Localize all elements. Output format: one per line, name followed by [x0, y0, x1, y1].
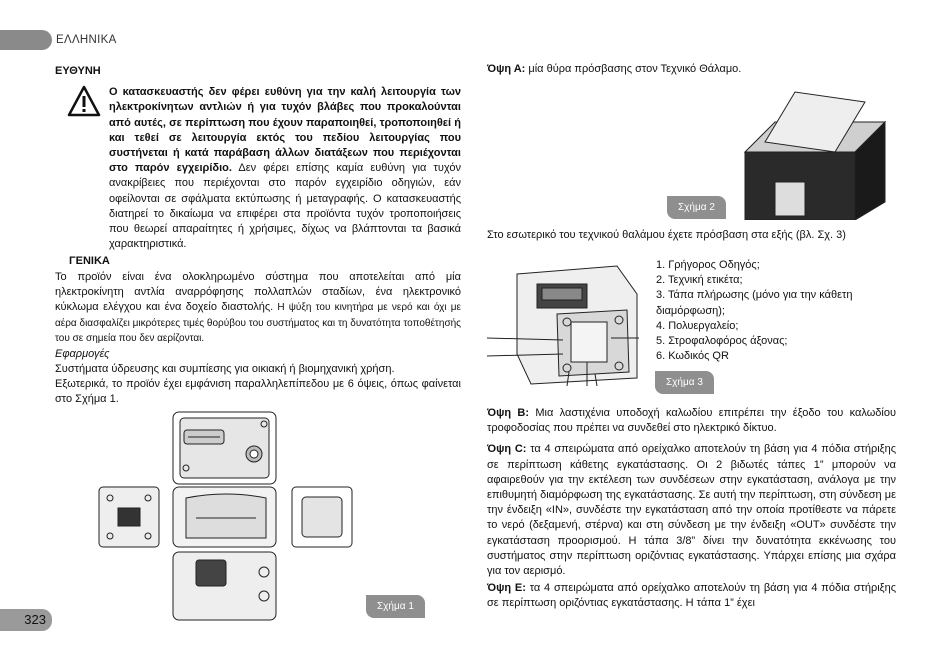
figure-3-drawing	[487, 254, 645, 386]
figure-1-label: Σχήμα 1	[366, 595, 425, 618]
view-e-label: Όψη E:	[487, 582, 526, 595]
list-item: 6. Κωδικός QR	[656, 350, 729, 363]
figure-1-drawing	[96, 408, 426, 624]
figure-2-label: Σχήμα 2	[667, 196, 726, 219]
view-e-paragraph	[487, 581, 896, 611]
warning-icon	[67, 85, 101, 117]
applications-text: Συστήματα ύδρευσης και συμπίεσης για οικιακή ή βιομηχανική χρήση.	[55, 363, 395, 376]
list-item: 1. Γρήγορος Οδηγός;	[656, 259, 760, 271]
view-a-label: Όψη Α:	[487, 63, 526, 75]
view-b-label: Όψη Β:	[487, 407, 530, 419]
list-item: 3. Τάπα πλήρωσης (μόνο για την κάθετη διαμόρφωση);	[656, 289, 853, 317]
figure-3-label: Σχήμα 3	[655, 371, 714, 394]
view-e-text: τα 4 σπειρώματα από ορείχαλκο αποτελούν τη βάση για 4 πόδια στήριξης σε περίπτωση οριζόντιας εγκατάστασης. Η τάπα 1” έχει	[487, 582, 896, 610]
left-column	[55, 64, 461, 408]
liability-title: ΕΥΘΥΝΗ	[55, 65, 101, 77]
warning-block	[55, 85, 461, 252]
language-tab	[0, 30, 52, 50]
list-item: 5. Στροφαλοφόρος άξονας;	[656, 335, 788, 348]
exterior-text: Εξωτερικά, το προϊόν έχει εμφάνιση παραλληλεπίπεδου με 6 όψεις, όπως φαίνεται στο Σχήμα 1.	[55, 378, 461, 406]
warning-normal-text: Δεν φέρει επίσης καμία ευθύνη για τυχόν ανακρίβειες που περιέχονται στο παρόν εγχειρίδιο οδηγιών, εάν οφείλονται σε σφάλματα εκτύπωσης ή μεταγραφής. Ο κατασκευαστής διατηρεί το δικαίωμα να επιφέρει στα προϊόντα τυχόν τροποποιήσεις που θεωρεί απαραίτητες ή χρήσιμες, δίχως να βλάπτονται τα βασικά χαρακτηριστικά.	[109, 162, 461, 251]
page-number: 323	[0, 609, 52, 631]
general-small-text: Η ψύξη του κινητήρα με νερό και όχι με αέρα διασφαλίζει μικρότερες τιμές θορύβου του συστήματος και τη δυνατότητα τοποθέτησής του σε σημεία που δεν αερίζονται.	[55, 302, 461, 345]
view-b-paragraph	[487, 406, 896, 436]
right-column	[487, 62, 896, 77]
view-c-text: τα 4 σπειρώματα από ορείχαλκο αποτελούν τη βάση για 4 πόδια στήριξης σε περίπτωση κάθετης εγκατάστασης. Οι 2 βιδωτές τάπες 1” μπορούν να αφαιρεθούν για την εκτέλεση των συνδέσεων στην εγκατάσταση, ανάλογα με την επιθυμητή διαμόρφωση της εγκατάστασης. Σε αυτή την περίπτωση, στη σύνδεση με την ένδειξη «IN», συνδέστε την εγκατάσταση από την οποία προτίθεστε να πάρετε το νερό (δεξαμενή, στέρνα) και στη σύνδεση με την ένδειξη «OUT» συνδέστε την εγκατάσταση προορισμού. Η τάπα 3/8” δίνει την δυνατότητα εκκένωσης του συστήματος στην περίπτωση οριζόντιας εγκατάστασης. Υπάρχει επίσης μια σχάρα για τον αερισμό.	[487, 443, 896, 578]
warning-bold-text: Ο κατασκευαστής δεν φέρει ευθύνη για την καλή λειτουργία των ηλεκτροκίνητων αντλιών ή για τυχόν βλάβες που προκαλούνται από αυτές, σε περίπτωση που έχουν παραποιηθεί, τροποποιηθεί ή και τεθεί σε λειτουργία εκτός του πεδίου λειτουργίας που συστήνεται ή κατά παράβαση άλλων διατάξεων που περιέχονται στο παρόν εγχειρίδιο.	[109, 86, 461, 175]
general-text	[55, 270, 461, 347]
applications-title: Εφαρμογές	[55, 347, 110, 360]
general-title: ΓΕΝΙΚΑ	[69, 255, 110, 268]
view-a-text: μία θύρα πρόσβασης στον Τεχνικό Θάλαμο.	[525, 63, 742, 75]
list-item: 4. Πολυεργαλείο;	[656, 319, 739, 332]
list-item: 2. Τεχνική ετικέτα;	[656, 274, 743, 287]
view-c-paragraph	[487, 442, 896, 579]
interior-paragraph	[487, 228, 896, 243]
view-a-paragraph	[487, 62, 896, 77]
views-text-block	[487, 406, 896, 612]
view-b-text: Μια λαστιχένια υποδοχή καλωδίου επιτρέπει την έξοδο του καλωδίου τροφοδοσίας που πρέπει να συνδεθεί στο ηλεκτρικό δίκτυο.	[487, 407, 896, 435]
figure-2-drawing	[735, 82, 895, 220]
interior-text: Στο εσωτερικό του τεχνικού θαλάμου έχετε πρόσβαση στα εξής (βλ. Σχ. 3)	[487, 229, 846, 241]
items-list	[656, 258, 896, 364]
general-main-text: Το προϊόν είναι ένα ολοκληρωμένο σύστημα που αποτελείται από μία ηλεκτροκίνητη αντλία αναρρόφησης πολλαπλών σταδίων, ένα ηλεκτρονικό κύκλωμα ελέγχου και ένα δοχείο διαστολής.	[55, 270, 461, 314]
view-c-label: Όψη C:	[487, 443, 527, 456]
language-label: ΕΛΛΗΝΙΚΑ	[56, 34, 117, 46]
